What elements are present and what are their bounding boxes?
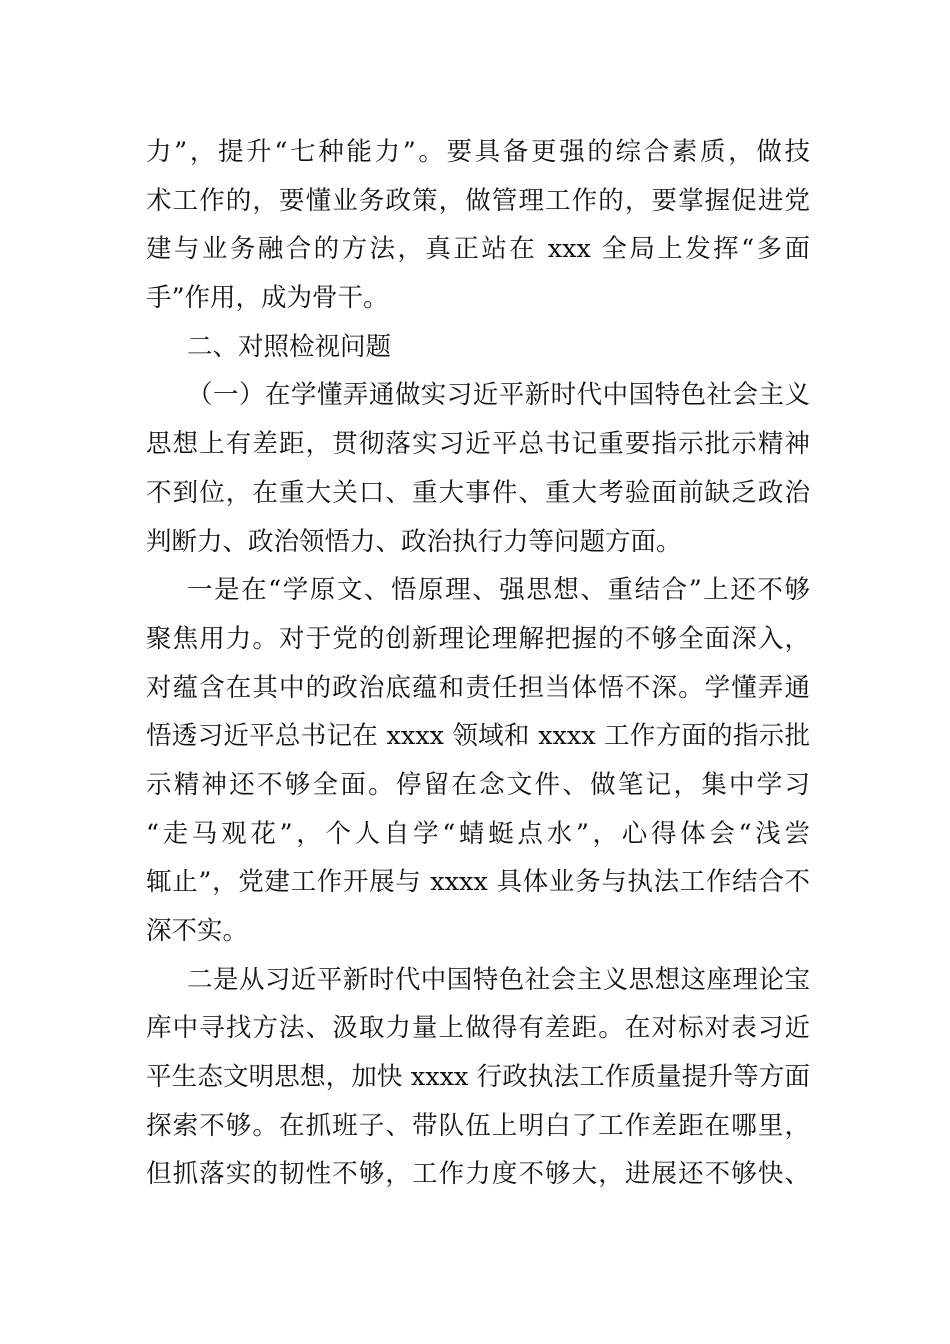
section-heading: 二、对照检视问题 bbox=[187, 331, 392, 362]
document-body bbox=[146, 128, 810, 1199]
text-line: 探索不够。在抓班子、带队伍上明白了工作差距在哪里， bbox=[146, 1110, 810, 1141]
text-line: 示精神还不够全面。停留在念文件、做笔记，集中学习 bbox=[146, 769, 810, 800]
text-line: 聚焦用力。对于党的创新理论理解把握的不够全面深入， bbox=[146, 623, 810, 654]
text-line: “走马观花”，个人自学“蜻蜓点水”，心得体会“浅尝 bbox=[146, 818, 810, 849]
text-line: 不到位，在重大关口、重大事件、重大考验面前缺乏政治 bbox=[146, 477, 810, 508]
paragraph-start: 一是在“学原文、悟原理、强思想、重结合”上还不够 bbox=[187, 575, 810, 606]
text-line: 思想上有差距，贯彻落实习近平总书记重要指示批示精神 bbox=[146, 429, 810, 460]
text-line: 深不实。 bbox=[146, 916, 249, 946]
text-line: 手”作用，成为骨干。 bbox=[146, 283, 389, 314]
text-line: 力”，提升“七种能力”。要具备更强的综合素质，做技 bbox=[146, 137, 810, 167]
text-line: 但抓落实的韧性不够，工作力度不够大，进展还不够快、 bbox=[146, 1159, 810, 1190]
text-line: 判断力、政治领悟力、政治执行力等问题方面。 bbox=[146, 526, 682, 557]
text-line: 建与业务融合的方法，真正站在 xxx 全局上发挥“多面 bbox=[146, 234, 810, 265]
subsection-heading: （一）在学懂弄通做实习近平新时代中国特色社会主义 bbox=[187, 380, 810, 411]
text-line: 库中寻找方法、汲取力量上做得有差距。在对标对表习近 bbox=[146, 1013, 810, 1044]
text-line: 辄止”，党建工作开展与 xxxx 具体业务与执法工作结合不 bbox=[146, 867, 810, 898]
text-line: 悟透习近平总书记在 xxxx 领域和 xxxx 工作方面的指示批 bbox=[146, 721, 810, 752]
text-line: 平生态文明思想，加快 xxxx 行政执法工作质量提升等方面 bbox=[146, 1062, 810, 1093]
text-line: 术工作的，要懂业务政策，做管理工作的，要掌握促进党 bbox=[146, 185, 810, 216]
text-line: 对蕴含在其中的政治底蕴和责任担当体悟不深。学懂弄通 bbox=[146, 672, 810, 703]
paragraph-start: 二是从习近平新时代中国特色社会主义思想这座理论宝 bbox=[187, 964, 810, 995]
